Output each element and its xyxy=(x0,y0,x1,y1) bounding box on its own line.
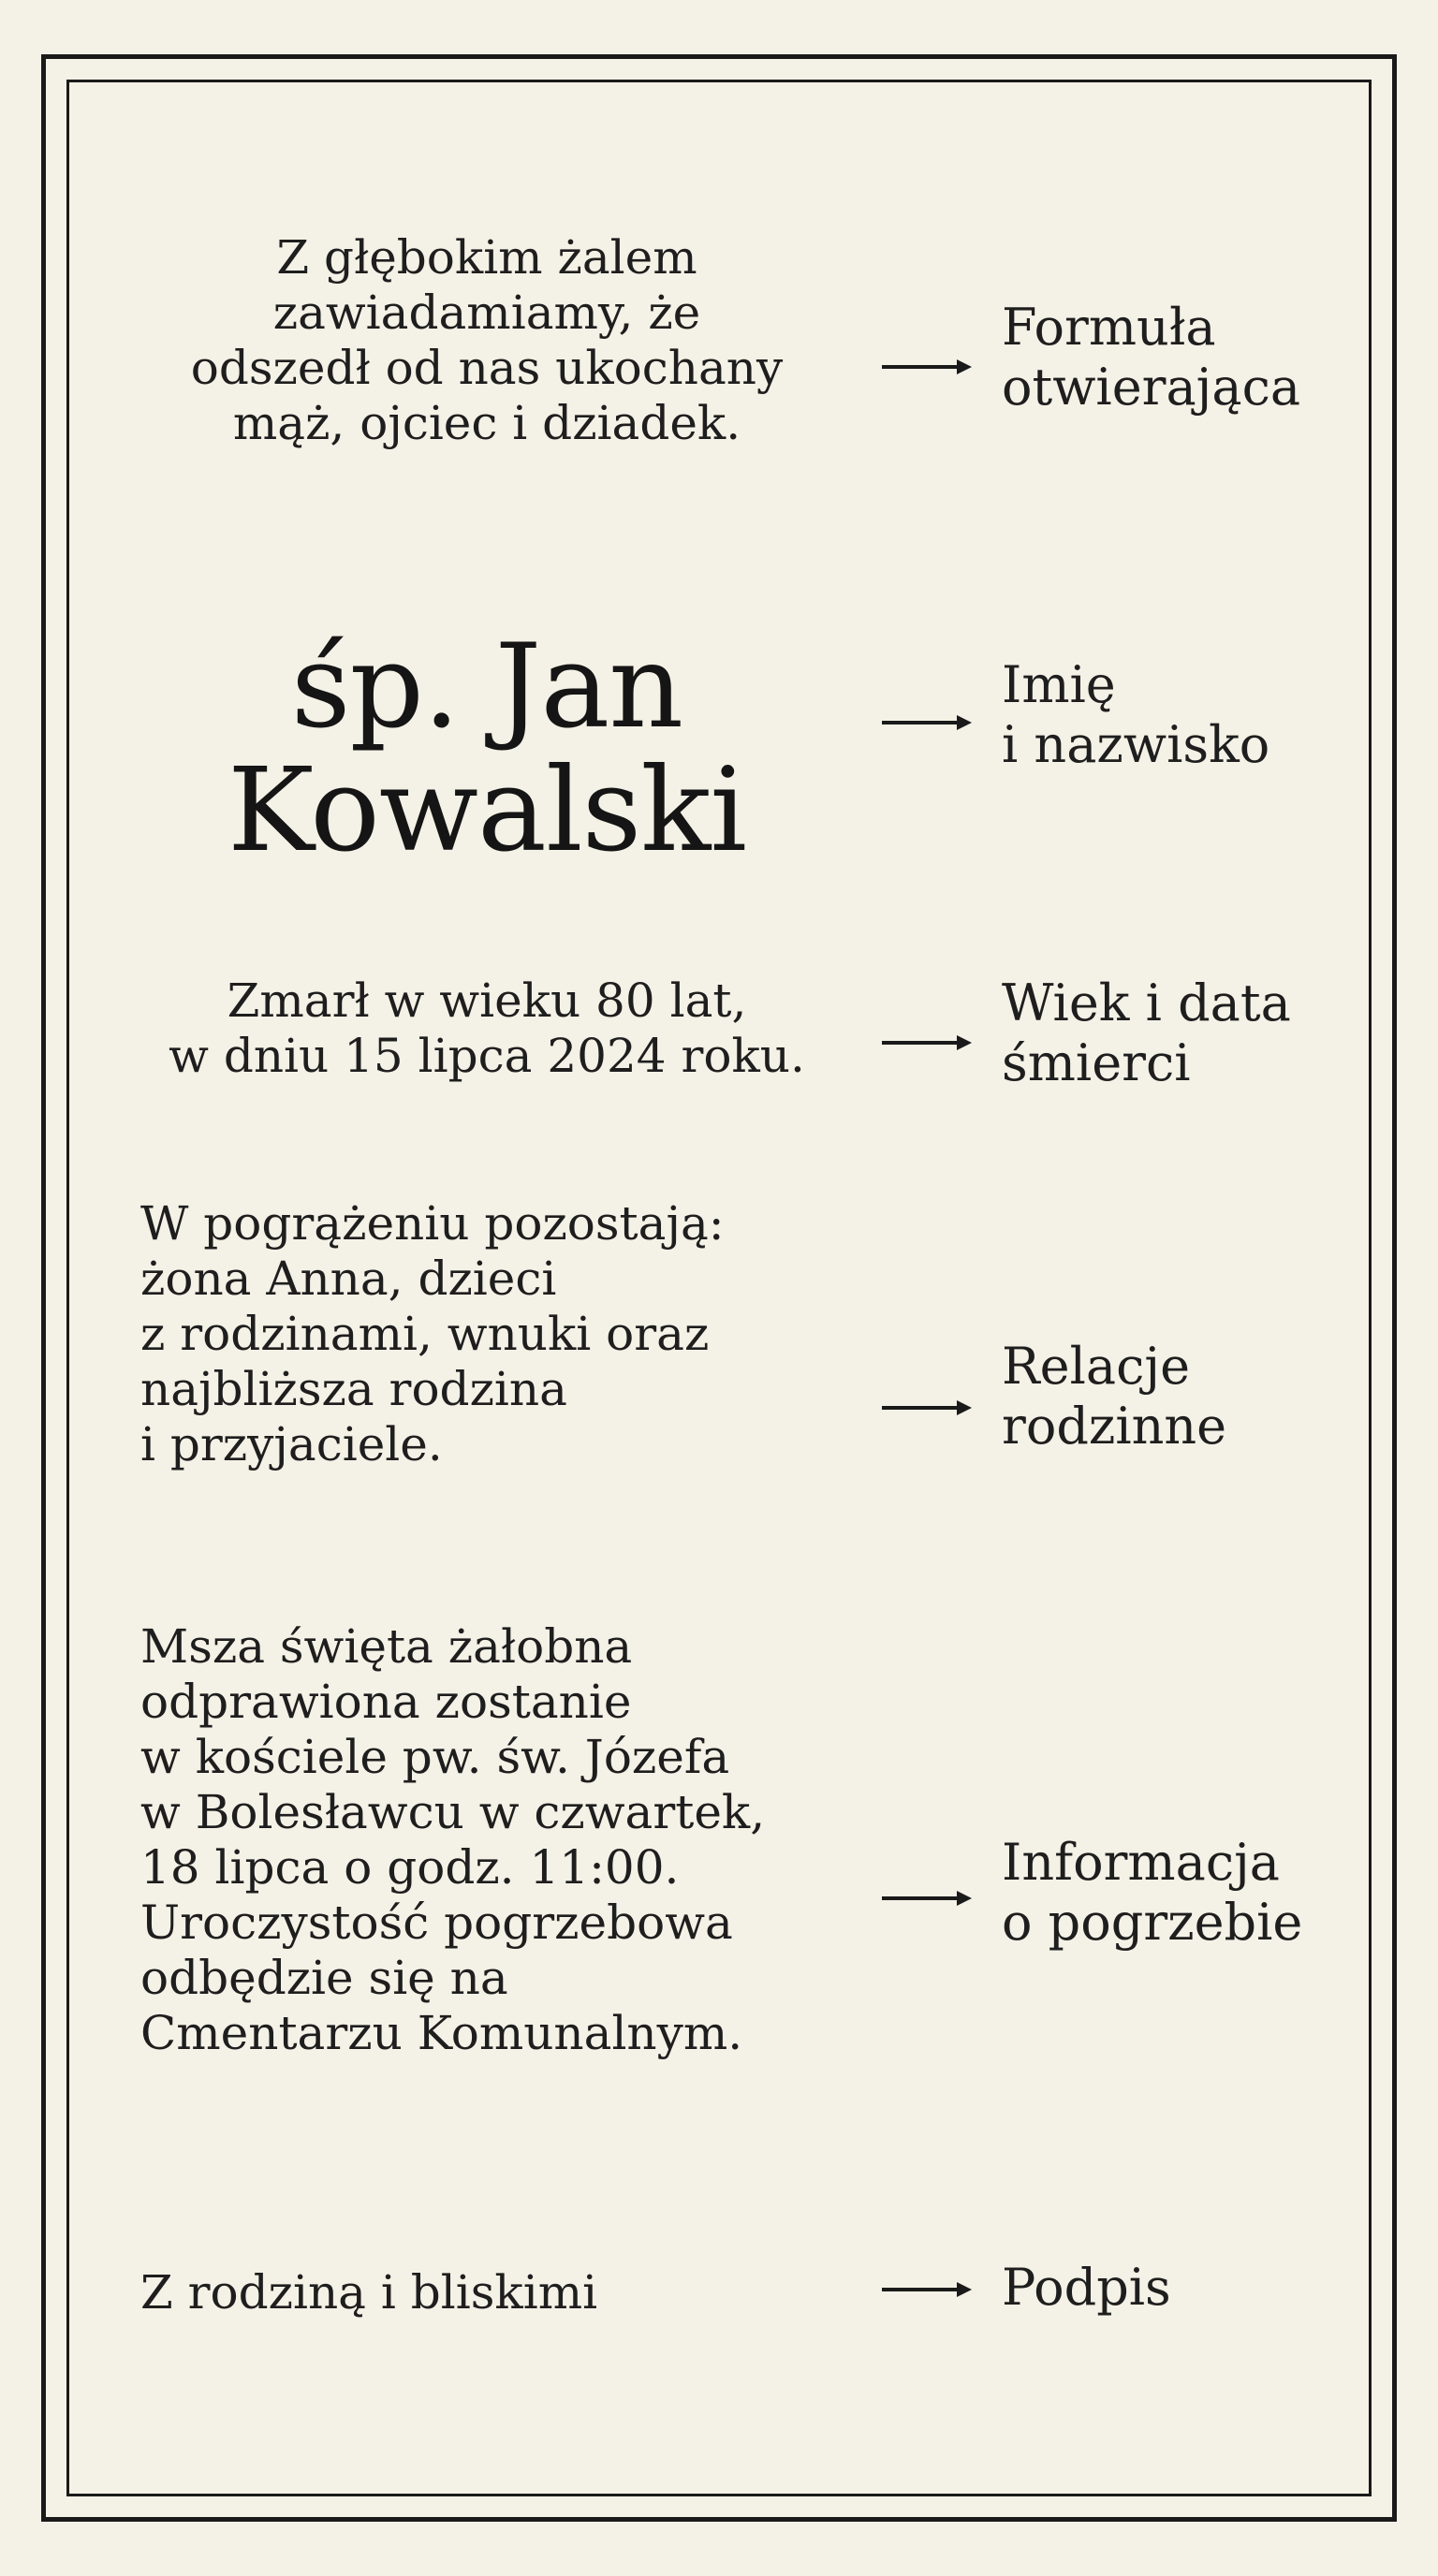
label-funeral: Informacja o pogrzebie xyxy=(1002,1833,1303,1952)
funeral-info-text: Msza święta żałobna odprawiona zostanie w kościele pw. św. Józefa w Bolesławcu w czwartek, 18 lipca o godz. 11:00. Uroczystość pogrzebowa odbędzie się na Cmentarzu Komunalnym. xyxy=(140,1619,766,2060)
arrow-right-icon xyxy=(880,358,974,376)
age-date-text: Zmarł w wieku 80 lat, w dniu 15 lipca 2024 roku. xyxy=(169,973,805,1083)
opening-formula-text: Z głębokim żalem zawiadamiamy, że odszedł od nas ukochany mąż, ojciec i dziadek. xyxy=(190,230,784,450)
arrow-right-icon xyxy=(880,1398,974,1417)
label-signature: Podpis xyxy=(1002,2258,1171,2317)
signature-text: Z rodziną i bliskimi xyxy=(140,2265,598,2320)
label-name: Imię i nazwisko xyxy=(1002,655,1270,774)
label-age-date: Wiek i data śmierci xyxy=(1002,973,1291,1092)
arrow-right-icon xyxy=(880,2280,974,2299)
family-relations-text: W pogrążeniu pozostają: żona Anna, dzieci z rodzinami, wnuki oraz najbliższa rodzina i przyjaciele. xyxy=(140,1196,725,1471)
deceased-name: śp. Jan Kowalski xyxy=(227,620,747,878)
arrow-right-icon xyxy=(880,1889,974,1908)
label-family: Relacje rodzinne xyxy=(1002,1337,1227,1456)
label-opening-formula: Formuła otwierająca xyxy=(1002,298,1301,417)
arrow-right-icon xyxy=(880,713,974,732)
arrow-right-icon xyxy=(880,1033,974,1052)
